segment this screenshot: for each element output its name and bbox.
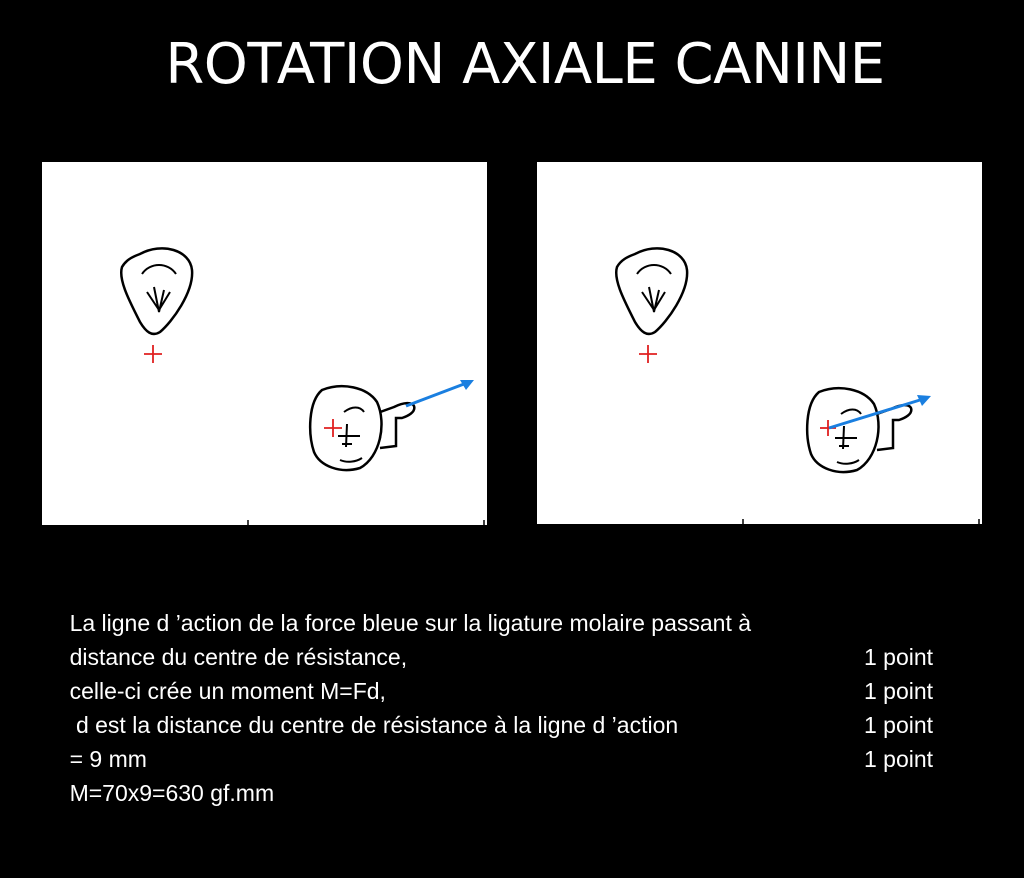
canine-outline	[616, 248, 687, 334]
explanation-line-4-text: d est la distance du centre de résistance à la ligne d ’action	[69, 712, 679, 738]
canine-resistance-center	[639, 345, 657, 363]
explanation-line-5-points: 1 point	[864, 712, 934, 738]
explanation-line-3-text: celle-ci crée un moment M=Fd,	[69, 678, 386, 704]
canine-cusp-mark	[637, 265, 671, 274]
explanation-line-1-text: La ligne d ’action de la force bleue sur la ligature molaire passant à	[69, 610, 752, 636]
explanation-line-6-text: M=70x9=630 gf.mm	[69, 780, 275, 806]
canine-resistance-center	[144, 345, 162, 363]
explanation-line-6	[44, 742, 964, 806]
explanation-line-4	[44, 674, 964, 738]
left-tooth-diagram	[42, 162, 487, 525]
left-illustration-panel	[42, 162, 487, 525]
canine-outline	[121, 248, 192, 334]
explanation-line-5-text: = 9 mm	[69, 746, 147, 772]
right-tooth-diagram	[537, 162, 982, 524]
molar-cusp-bottom	[837, 460, 859, 464]
explanation-line-2-text: distance du centre de résistance,	[69, 644, 408, 670]
explanation-line-3-points: 1 point	[864, 644, 934, 670]
canine-root-mark	[147, 287, 170, 312]
explanation-line-5	[44, 708, 964, 772]
explanation-text	[44, 572, 964, 806]
molar-cusp-bottom	[340, 458, 362, 462]
canine-root-mark	[642, 287, 665, 312]
explanation-line-6-points: 1 point	[864, 746, 934, 772]
molar-bracket	[380, 403, 414, 448]
force-arrow	[406, 380, 474, 406]
explanation-line-3	[44, 640, 964, 704]
explanation-line-4-points: 1 point	[864, 678, 934, 704]
explanation-line-1	[44, 572, 964, 636]
molar-center-mark	[835, 426, 857, 449]
slide-title: ROTATION AXIALE CANINE	[165, 32, 885, 97]
molar-cusp-top	[344, 408, 364, 413]
molar-cusp-top	[841, 410, 861, 415]
right-illustration-panel	[537, 162, 982, 524]
molar-resistance-center	[324, 419, 342, 437]
canine-cusp-mark	[142, 265, 176, 274]
